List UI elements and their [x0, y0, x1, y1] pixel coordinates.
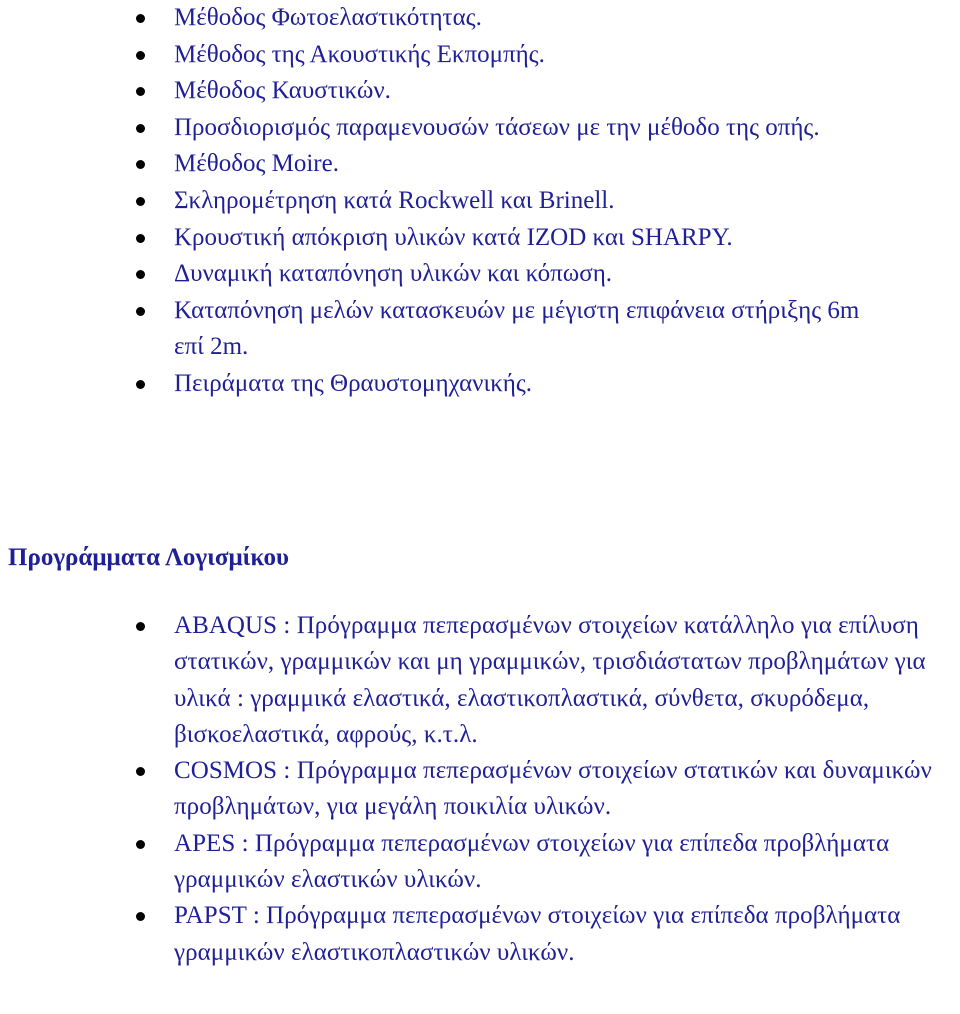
list-item-text: Πειράματα της Θραυστομηχανικής. — [174, 369, 533, 397]
list-item — [0, 256, 960, 293]
list-item — [0, 0, 960, 37]
list-item-text: PAPST : Πρόγραμμα πεπερασμένων στοιχείων για επίπεδα προβλήματα γραμμικών ελαστικοπλαστικών υλικών. — [174, 902, 901, 966]
list-item-text: Σκληρομέτρηση κατά Rockwell και Brinell. — [174, 186, 615, 214]
list-item — [0, 37, 960, 74]
list-item-text: Δυναμική καταπόνηση υλικών και κόπωση. — [174, 260, 613, 288]
methods-list — [0, 0, 960, 403]
bullet-icon — [136, 912, 145, 921]
bullet-icon — [136, 234, 145, 243]
list-item-text: ABAQUS : Πρόγραμμα πεπερασμένων στοιχείων κατάλληλο για επίλυση στατικών, γραμμικών και μη γραμμικών, τρισδιάστατων προβλημάτων για υλικά : γραμμικά ελαστικά, ελαστικοπλαστικά, σύνθετα, σκυρόδεμα, βισκοελαστικά, αφρούς, κ.τ.λ. — [174, 612, 926, 748]
list-item-text: Κρουστική απόκριση υλικών κατά IZOD και SHARPY. — [174, 223, 733, 251]
bullet-icon — [136, 51, 145, 60]
list-item-text: APES : Πρόγραμμα πεπερασμένων στοιχείων για επίπεδα προβλήματα γραμμικών ελαστικών υλικών. — [174, 829, 890, 894]
list-item — [0, 146, 960, 183]
section-heading: Προγράμματα Λογισμίκου — [8, 544, 290, 571]
bullet-icon — [136, 380, 145, 389]
list-item — [0, 293, 960, 366]
list-item — [0, 183, 960, 220]
software-list — [0, 608, 960, 971]
list-item — [0, 826, 960, 899]
list-item-text: Μέθοδος Καυστικών. — [174, 77, 391, 105]
bullet-icon — [136, 87, 145, 96]
bullet-icon — [136, 767, 145, 776]
list-item-text: Καταπόνηση μελών κατασκευών με μέγιστη επιφάνεια στήριξης 6m επί 2m. — [174, 296, 860, 361]
bullet-icon — [136, 622, 145, 631]
list-item — [0, 73, 960, 110]
bullet-icon — [136, 270, 145, 279]
list-item-text: Προσδιορισμός παραμενουσών τάσεων με την μέθοδο της οπής. — [174, 113, 820, 141]
list-item — [0, 608, 960, 753]
list-item-text: Μέθοδος της Ακουστικής Εκπομπής. — [174, 40, 545, 68]
list-item-text: Μέθοδος Φωτοελαστικότητας. — [174, 4, 482, 31]
list-item — [0, 220, 960, 257]
list-item-text: COSMOS : Πρόγραμμα πεπερασμένων στοιχείων στατικών και δυναμικών προβλημάτων, για μεγάλη ποικιλία υλικών. — [174, 757, 932, 821]
bullet-icon — [136, 840, 145, 849]
bullet-icon — [136, 307, 145, 316]
list-item — [0, 898, 960, 971]
bullet-icon — [136, 124, 145, 133]
bullet-icon — [136, 160, 145, 169]
bullet-icon — [136, 14, 145, 23]
list-item-text: Μέθοδος Moire. — [174, 150, 339, 178]
list-item — [0, 366, 960, 403]
list-item — [0, 753, 960, 826]
bullet-icon — [136, 197, 145, 206]
list-item — [0, 110, 960, 147]
